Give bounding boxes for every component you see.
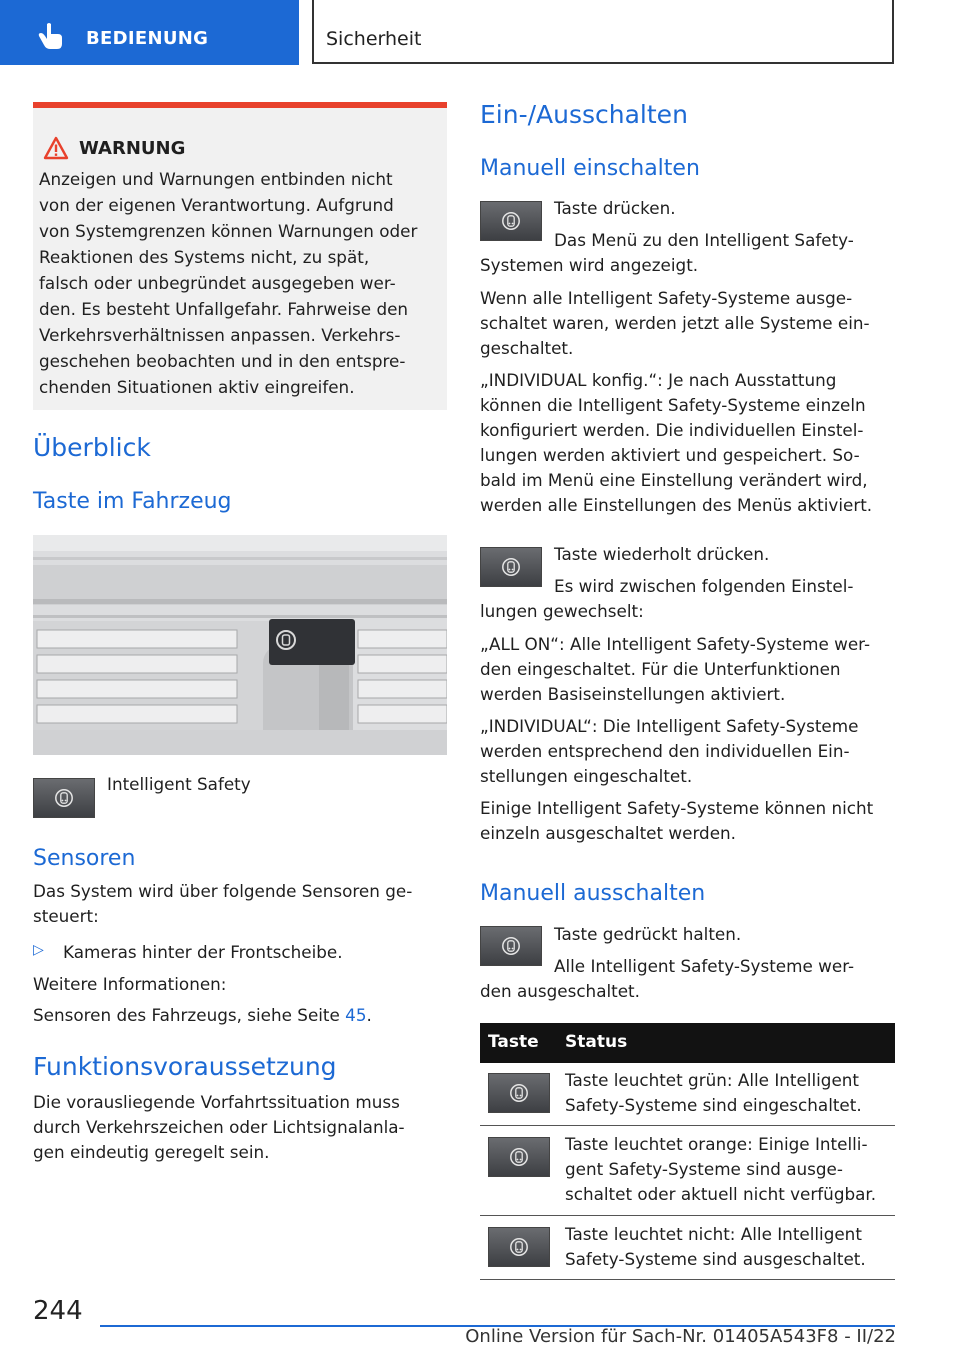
on-off-heading: Ein-/Ausschalten <box>480 100 688 129</box>
requirements-heading: Funktionsvoraussetzung <box>33 1052 337 1081</box>
footer-text: Online Version für Sach-Nr. 01405A543F8 - II/22 <box>465 1326 896 1347</box>
page-number: 244 <box>33 1296 83 1326</box>
status-text: Taste leuchtet nicht: Alle Intelligent Safety-Systeme sind ausgeschaltet. <box>565 1224 866 1269</box>
col-header-key: Taste <box>488 1032 539 1052</box>
warning-box <box>33 102 447 410</box>
intelligent-safety-key-icon <box>33 778 95 818</box>
bullet-triangle-icon: ▷ <box>33 942 44 958</box>
intelligent-safety-key-icon <box>480 547 542 587</box>
hand-pointer-icon <box>38 22 64 54</box>
vehicle-button-photo <box>33 535 447 755</box>
on-paragraph-all: Wenn alle Intelligent Safety-Systeme ausge- schaltet waren, werden jetzt alle Systeme ein- geschaltet. <box>480 288 870 358</box>
intelligent-safety-key-icon <box>488 1227 550 1267</box>
header-section-label: BEDIENUNG <box>86 28 209 49</box>
more-info-label: Weitere Informationen: <box>33 974 227 994</box>
intelligent-safety-key-icon <box>480 201 542 241</box>
status-text: Taste leuchtet grün: Alle Intelligent Safety-Systeme sind eingeschaltet. <box>565 1070 862 1115</box>
on-paragraph-individual: „INDIVIDUAL konfig.“: Je nach Ausstattung können die Intelligent Safety-Systeme einzeln konfiguriert werden. Die individuellen Einstel- lungen werden aktiviert und gespeichert. So- bald im Menü eine Einstellung verändert wird, werden alle Einstellungen des Menüs aktiviert. <box>480 370 873 515</box>
status-text: Taste leuchtet orange: Einige Intelli- gent Safety-Systeme sind ausge- schaltet oder aktuell nicht verfügbar. <box>565 1134 877 1204</box>
status-table-header <box>480 1023 895 1063</box>
intelligent-safety-key-icon <box>488 1073 550 1113</box>
header-section-tab <box>0 0 299 65</box>
sensors-bullet: ▷ Kameras hinter der Frontscheibe. <box>33 942 343 962</box>
table-row <box>480 1217 895 1280</box>
some-systems-paragraph: Einige Intelligent Safety-Systeme können nicht einzeln ausgeschaltet werden. <box>480 798 874 843</box>
warning-title: WARNUNG <box>79 138 186 159</box>
intelligent-safety-key-icon <box>480 926 542 966</box>
off-step-result-b: den ausgeschaltet. <box>480 981 640 1001</box>
button-in-vehicle-heading: Taste im Fahrzeug <box>33 489 232 514</box>
sensors-text: Das System wird über folgende Sensoren ge- steuert: <box>33 881 413 926</box>
repeat-step-press: Taste wiederholt drücken. <box>554 544 770 564</box>
header-chapter-label: Sicherheit <box>326 28 422 50</box>
off-step-result-a: Alle Intelligent Safety-Systeme wer- <box>554 956 855 976</box>
repeat-step-switch-a: Es wird zwischen folgenden Einstel- <box>554 576 854 596</box>
on-step-menu-a: Das Menü zu den Intelligent Safety- <box>554 230 854 250</box>
icon-caption: Intelligent Safety <box>107 774 251 794</box>
on-step-press: Taste drücken. <box>554 198 676 218</box>
page-link-45[interactable]: 45 <box>345 1005 367 1025</box>
manual-off-heading: Manuell ausschalten <box>480 881 706 906</box>
table-row <box>480 1127 895 1216</box>
repeat-step-switch-b: lungen gewechselt: <box>480 601 644 621</box>
on-step-menu-b: Systemen wird angezeigt. <box>480 255 699 275</box>
requirements-text: Die vorausliegende Vorfahrtssituation muss durch Verkehrszeichen oder Lichtsignalanla- gen eindeutig geregelt sein. <box>33 1092 405 1162</box>
warning-text: Anzeigen und Warnungen entbinden nicht von der eigenen Verantwortung. Aufgrund von Systemgrenzen können Warnungen oder Reaktionen des Systems nicht, zu spät, falsch oder unbegründet ausgegeben wer- den. Es besteht Unfallgefahr. Fahrweise den Verkehrsverhältnissen anpassen. Verkehrs- geschehen beobachten und in den entspre- chenden Situationen aktiv eingreifen. <box>39 169 418 397</box>
warning-triangle-icon <box>43 136 69 164</box>
all-on-paragraph: „ALL ON“: Alle Intelligent Safety-Systeme wer- den eingeschaltet. Für die Unterfunktionen werden Basiseinstellungen aktiviert. <box>480 634 871 704</box>
header-chapter-tab <box>312 0 894 64</box>
manual-on-heading: Manuell einschalten <box>480 156 700 181</box>
intelligent-safety-key-icon <box>488 1137 550 1177</box>
col-header-status: Status <box>565 1032 628 1052</box>
table-row <box>480 1063 895 1126</box>
sensors-reference: Sensoren des Fahrzeugs, siehe Seite 45. <box>33 1005 372 1025</box>
off-step-hold: Taste gedrückt halten. <box>554 924 742 944</box>
overview-heading: Überblick <box>33 433 151 462</box>
sensors-heading: Sensoren <box>33 846 136 871</box>
individual-paragraph: „INDIVIDUAL“: Die Intelligent Safety-Systeme werden entsprechend den individuellen Ein- stellungen eingeschaltet. <box>480 716 859 786</box>
